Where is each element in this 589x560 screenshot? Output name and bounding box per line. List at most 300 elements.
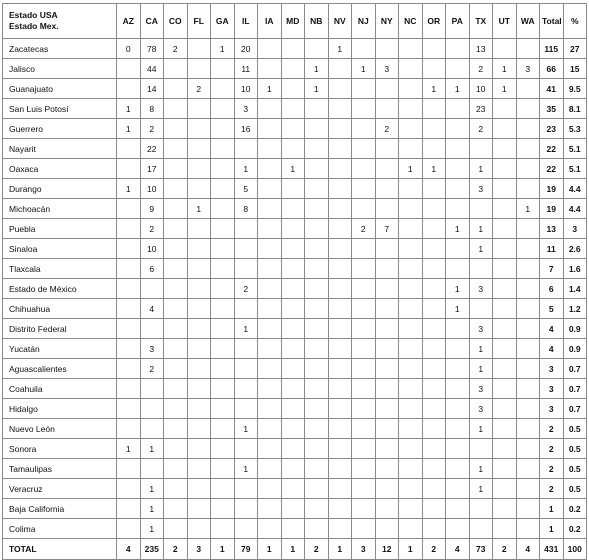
count-cell [164,259,188,279]
table-row [3,299,587,319]
count-cell [446,359,470,379]
count-cell [281,179,305,199]
count-cell [164,439,188,459]
state-name: Durango [3,179,117,199]
count-cell: 1 [140,519,164,539]
total-label: TOTAL [3,539,117,560]
count-cell [422,359,446,379]
column-header: NJ [352,4,376,39]
count-cell [516,379,540,399]
count-cell [117,259,141,279]
count-cell: 1 [493,59,517,79]
count-cell [281,139,305,159]
count-cell [211,199,235,219]
count-cell [305,359,329,379]
count-cell [352,179,376,199]
state-name: Baja California [3,499,117,519]
count-cell [164,239,188,259]
column-header: OR [422,4,446,39]
count-cell: 5 [234,179,258,199]
count-cell [493,179,517,199]
count-cell [164,199,188,219]
count-cell [281,79,305,99]
table-row [3,339,587,359]
count-cell [117,139,141,159]
count-cell [187,319,211,339]
count-cell [328,319,352,339]
count-cell [352,119,376,139]
count-cell [399,499,423,519]
count-cell [281,199,305,219]
count-cell [305,339,329,359]
total-cell: 5 [540,299,564,319]
count-cell [516,359,540,379]
state-name: San Luis Potosí [3,99,117,119]
count-cell [328,399,352,419]
count-cell [328,199,352,219]
count-cell [117,359,141,379]
count-cell [258,439,282,459]
count-cell [493,159,517,179]
count-cell: 2 [164,39,188,59]
count-cell [258,39,282,59]
state-name: Nuevo León [3,419,117,439]
header-row [3,4,587,39]
count-cell [328,259,352,279]
count-cell [399,39,423,59]
count-cell [305,99,329,119]
percent-cell: 0.5 [563,419,587,439]
column-header: WA [516,4,540,39]
count-cell [493,459,517,479]
count-cell [399,179,423,199]
table-row [3,519,587,539]
count-cell [187,219,211,239]
count-cell [164,339,188,359]
count-cell [399,519,423,539]
count-cell [399,299,423,319]
count-cell [328,219,352,239]
table-row [3,119,587,139]
count-cell [493,379,517,399]
count-cell: 1 [469,359,493,379]
count-cell: 1 [469,459,493,479]
percent-cell: 0.5 [563,439,587,459]
count-cell [328,519,352,539]
count-cell [328,479,352,499]
count-cell: 3 [469,399,493,419]
count-cell [305,399,329,419]
table-row [3,359,587,379]
count-cell [305,419,329,439]
count-cell [187,179,211,199]
total-cell: 2 [540,459,564,479]
count-cell: 14 [140,79,164,99]
count-cell: 2 [469,59,493,79]
count-cell [422,499,446,519]
state-name: Coahuila [3,379,117,399]
count-cell [375,199,399,219]
count-cell [234,499,258,519]
count-cell [117,279,141,299]
count-cell [422,479,446,499]
total-cell: 4 [540,339,564,359]
count-cell [258,459,282,479]
table-row [3,79,587,99]
percent-cell: 8.1 [563,99,587,119]
count-cell: 1 [469,419,493,439]
count-cell [305,199,329,219]
count-cell [516,279,540,299]
count-cell: 1 [140,499,164,519]
count-cell [446,99,470,119]
count-cell: 2 [375,119,399,139]
count-cell [422,519,446,539]
count-cell [516,39,540,59]
count-cell [164,299,188,319]
count-cell [352,419,376,439]
count-cell [258,399,282,419]
count-cell [493,199,517,219]
percent-cell: 0.2 [563,519,587,539]
count-cell [493,399,517,419]
count-cell: 6 [140,259,164,279]
column-header: IL [234,4,258,39]
count-cell: 1 [493,79,517,99]
count-cell [305,179,329,199]
count-cell [516,519,540,539]
count-cell [258,59,282,79]
state-name: Distrito Federal [3,319,117,339]
count-cell [328,499,352,519]
total-cell: 23 [540,119,564,139]
count-cell [281,39,305,59]
count-cell [164,59,188,79]
count-cell [281,119,305,139]
count-cell [375,459,399,479]
count-cell [140,399,164,419]
corner-label-mx: Estado Mex. [9,21,59,31]
count-cell: 1 [140,439,164,459]
count-cell [140,279,164,299]
count-cell [469,299,493,319]
count-cell [516,499,540,519]
count-cell [187,279,211,299]
count-cell [281,519,305,539]
count-cell [258,339,282,359]
count-cell [281,279,305,299]
count-cell: 3 [469,279,493,299]
count-cell [469,259,493,279]
count-cell [399,99,423,119]
count-cell [187,459,211,479]
count-cell [422,399,446,419]
count-cell [258,139,282,159]
count-cell: 10 [234,79,258,99]
count-cell [399,59,423,79]
count-cell: 0 [117,39,141,59]
count-cell [493,279,517,299]
count-cell [211,59,235,79]
table-row [3,319,587,339]
count-cell [234,359,258,379]
count-cell: 2 [140,359,164,379]
percent-cell: 0.5 [563,459,587,479]
count-cell: 1 [187,199,211,219]
count-cell: 1 [117,119,141,139]
count-cell: 235 [140,539,164,560]
count-cell [117,79,141,99]
count-cell: 10 [140,179,164,199]
percent-cell: 0.7 [563,379,587,399]
count-cell [258,119,282,139]
total-cell: 1 [540,519,564,539]
table-row [3,399,587,419]
count-cell [516,319,540,339]
total-cell: 13 [540,219,564,239]
count-cell [352,319,376,339]
count-cell: 23 [469,99,493,119]
count-cell [375,239,399,259]
count-cell [211,179,235,199]
count-cell [399,459,423,479]
state-name: Guanajuato [3,79,117,99]
count-cell [446,339,470,359]
count-cell [211,159,235,179]
count-cell: 2 [305,539,329,560]
count-cell [446,459,470,479]
count-cell [211,519,235,539]
count-cell [493,39,517,59]
percent-cell: 4.4 [563,199,587,219]
count-cell [164,319,188,339]
count-cell [211,379,235,399]
count-cell: 8 [140,99,164,119]
percent-cell: 2.6 [563,239,587,259]
count-cell [187,159,211,179]
count-cell [187,119,211,139]
state-name: Jalisco [3,59,117,79]
table-header [3,4,587,39]
count-cell [258,319,282,339]
count-cell [187,259,211,279]
percent-cell: 1.2 [563,299,587,319]
count-cell [258,419,282,439]
count-cell [281,59,305,79]
count-cell: 1 [399,159,423,179]
column-header: MD [281,4,305,39]
count-cell [446,319,470,339]
count-cell: 7 [375,219,399,239]
total-cell: 2 [540,479,564,499]
count-cell: 1 [117,179,141,199]
count-cell [305,519,329,539]
count-cell [493,299,517,319]
count-cell: 2 [469,119,493,139]
count-cell [164,399,188,419]
count-cell: 17 [140,159,164,179]
count-cell [375,499,399,519]
count-cell [446,119,470,139]
count-cell [352,339,376,359]
count-cell [516,119,540,139]
count-cell [375,379,399,399]
count-cell: 8 [234,199,258,219]
count-cell [328,379,352,399]
count-cell [305,299,329,319]
count-cell: 1 [140,479,164,499]
count-cell: 1 [281,539,305,560]
table-row [3,279,587,299]
count-cell [493,139,517,159]
count-cell: 78 [140,39,164,59]
count-cell [281,319,305,339]
count-cell [164,359,188,379]
count-cell [305,479,329,499]
count-cell [258,299,282,319]
total-cell: 19 [540,199,564,219]
count-cell [117,339,141,359]
total-cell: 11 [540,239,564,259]
count-cell [211,219,235,239]
count-cell [352,499,376,519]
count-cell [187,479,211,499]
count-cell [375,179,399,199]
count-cell [446,399,470,419]
count-cell [140,419,164,439]
count-cell [422,239,446,259]
percent-cell: 9.5 [563,79,587,99]
count-cell [469,499,493,519]
count-cell [375,139,399,159]
count-cell [469,139,493,159]
count-cell: 12 [375,539,399,560]
count-cell [516,159,540,179]
count-cell [422,459,446,479]
column-header: FL [187,4,211,39]
count-cell [446,199,470,219]
total-cell: 3 [540,379,564,399]
total-row [3,539,587,560]
table-row [3,439,587,459]
count-cell: 1 [258,539,282,560]
count-cell [117,519,141,539]
count-cell [375,259,399,279]
state-name: Aguascalientes [3,359,117,379]
count-cell [258,259,282,279]
count-cell [352,279,376,299]
count-cell [140,319,164,339]
count-cell [516,339,540,359]
count-cell [211,99,235,119]
count-cell: 73 [469,539,493,560]
count-cell [328,419,352,439]
count-cell [516,299,540,319]
column-header: GA [211,4,235,39]
count-cell [164,139,188,159]
count-cell [446,39,470,59]
count-cell [516,259,540,279]
count-cell [446,159,470,179]
count-cell [375,439,399,459]
count-cell: 1 [516,199,540,219]
count-cell: 1 [446,79,470,99]
count-cell [117,239,141,259]
count-cell [281,459,305,479]
count-cell: 1 [305,79,329,99]
count-cell [305,259,329,279]
count-cell [375,299,399,319]
count-cell: 13 [469,39,493,59]
count-cell: 2 [234,279,258,299]
count-cell [399,339,423,359]
count-cell [493,339,517,359]
column-header: PA [446,4,470,39]
count-cell [352,159,376,179]
count-cell [211,139,235,159]
count-cell [375,319,399,339]
count-cell: 11 [234,59,258,79]
count-cell [187,99,211,119]
count-cell [399,279,423,299]
percent-cell: 5.3 [563,119,587,139]
count-cell: 1 [399,539,423,560]
table-row [3,99,587,119]
count-cell [493,99,517,119]
count-cell [281,399,305,419]
count-cell [399,479,423,499]
count-cell [375,359,399,379]
count-cell [516,439,540,459]
count-cell: 3 [140,339,164,359]
count-cell [187,339,211,359]
count-cell [446,59,470,79]
count-cell [117,59,141,79]
table-row [3,379,587,399]
table-row [3,459,587,479]
count-cell: 1 [422,79,446,99]
count-cell [352,519,376,539]
count-cell [328,59,352,79]
count-cell [187,439,211,459]
count-cell: 3 [469,379,493,399]
count-cell: 1 [469,479,493,499]
count-cell [422,119,446,139]
column-header: CA [140,4,164,39]
count-cell [305,499,329,519]
percent-cell: 1.4 [563,279,587,299]
table-row [3,479,587,499]
column-header: NV [328,4,352,39]
count-cell [164,379,188,399]
count-cell [446,479,470,499]
count-cell [211,479,235,499]
count-cell [352,39,376,59]
total-cell: 7 [540,259,564,279]
count-cell [422,419,446,439]
count-cell [422,299,446,319]
count-cell: 10 [469,79,493,99]
table-body [3,39,587,560]
count-cell [352,239,376,259]
count-cell: 1 [422,159,446,179]
count-cell [258,279,282,299]
percent-cell: 0.5 [563,479,587,499]
count-cell [375,79,399,99]
count-cell [281,379,305,399]
total-cell: 3 [540,399,564,419]
count-cell [493,419,517,439]
